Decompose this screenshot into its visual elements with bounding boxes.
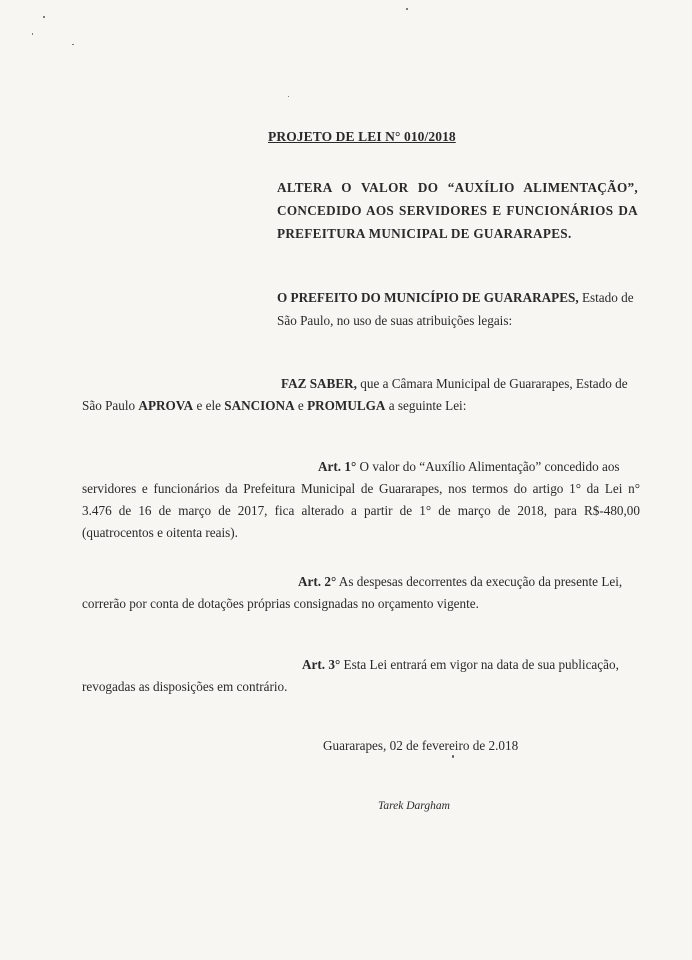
scan-speck — [43, 16, 45, 18]
art1-line-1: Art. 1° O valor do “Auxílio Alimentação” concedido aos — [318, 459, 620, 474]
art2-label: Art. 2° — [298, 574, 337, 589]
scan-speck — [406, 8, 408, 10]
art1-line-3: 3.476 de 16 de março de 2017, fica alterado a partir de 1° de março de 2018, para R$-480,00 — [82, 503, 640, 518]
preamble-line-1: O PREFEITO DO MUNICÍPIO DE GUARARAPES, Estado de — [277, 290, 634, 305]
bill-title: PROJETO DE LEI N° 010/2018 — [268, 129, 456, 144]
scan-speck — [452, 755, 454, 758]
scan-speck — [72, 44, 74, 45]
art1-line-4: (quatrocentos e oitenta reais). — [82, 525, 238, 540]
ementa-line: PREFEITURA MUNICIPAL DE GUARARAPES. — [277, 226, 572, 241]
ementa-line: CONCEDIDO AOS SERVIDORES E FUNCIONÁRIOS DA — [277, 203, 638, 218]
art2-line-1: Art. 2° As despesas decorrentes da execução da presente Lei, — [298, 574, 623, 589]
art2-line-2: correrão por conta de dotações próprias consignadas no orçamento vigente. — [82, 596, 479, 611]
art3-line-1: Art. 3° Esta Lei entrará em vigor na data de sua publicação, — [302, 657, 619, 672]
preamble-line-2: São Paulo, no uso de suas atribuições legais: — [277, 313, 513, 328]
ementa-line: ALTERA O VALOR DO “AUXÍLIO ALIMENTAÇÃO”, — [277, 180, 638, 195]
scan-speck — [288, 96, 289, 97]
faz-saber-line-1: FAZ SABER, que a Câmara Municipal de Guararapes, Estado de — [281, 376, 628, 391]
preamble-authority: O PREFEITO DO MUNICÍPIO DE GUARARAPES, — [277, 290, 579, 305]
art3-label: Art. 3° — [302, 657, 341, 672]
signature-name: Tarek Dargham — [378, 800, 450, 812]
art3-line-2: revogadas as disposições em contrário. — [82, 679, 288, 694]
faz-saber-line-2: São Paulo APROVA e ele SANCIONA e PROMULGA a seguinte Lei: — [82, 398, 467, 413]
scan-speck — [32, 33, 33, 35]
faz-saber-label: FAZ SABER, — [281, 376, 357, 391]
art1-line-2: servidores e funcionários da Prefeitura Municipal de Guararapes, nos termos do artigo 1° da Lei n° — [82, 481, 640, 496]
art1-label: Art. 1° — [318, 459, 357, 474]
date-line: Guararapes, 02 de fevereiro de 2.018 — [323, 738, 519, 753]
